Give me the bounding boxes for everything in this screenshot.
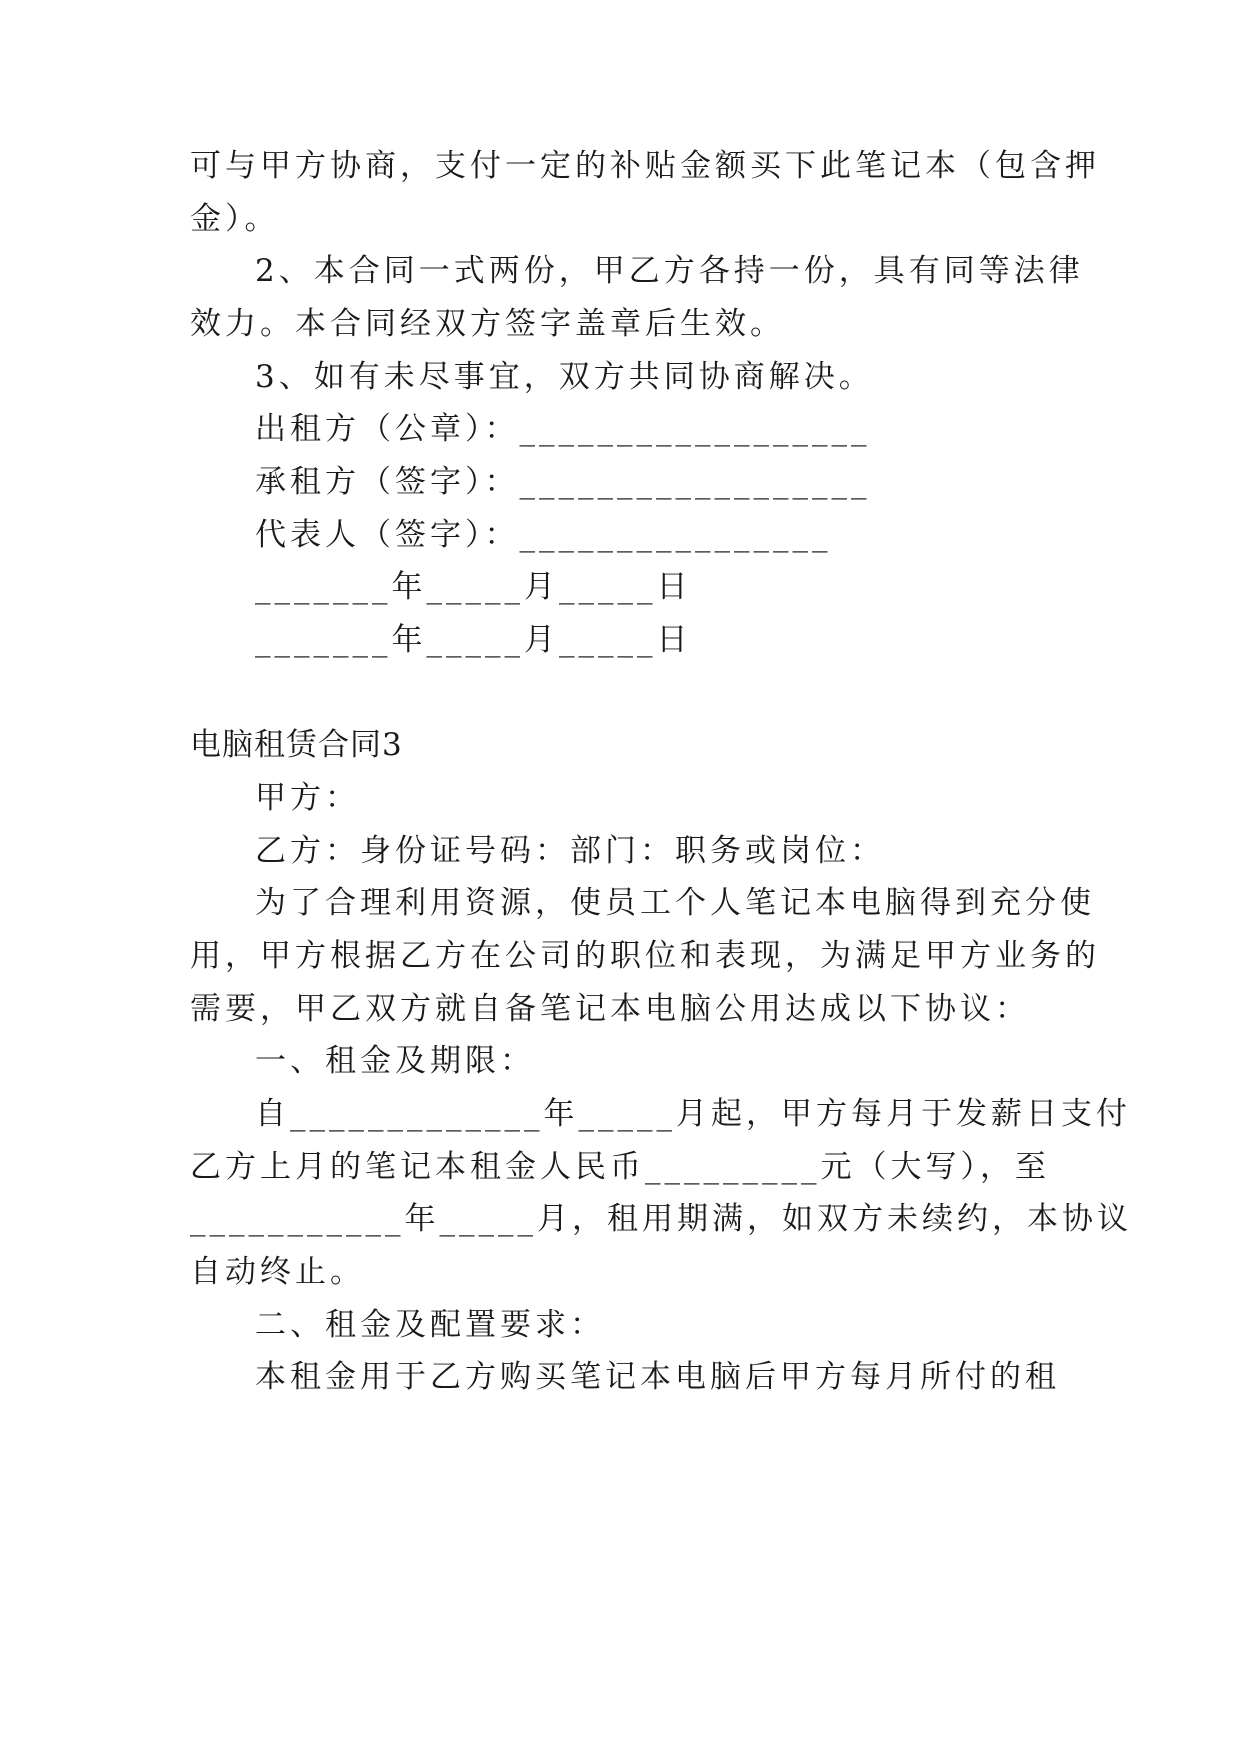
- paragraph-line: 金）。: [190, 201, 280, 237]
- paragraph-line: 用，甲方根据乙方在公司的职位和表现，为满足甲方业务的: [190, 938, 1100, 974]
- date-line: _______年_____月_____日: [255, 622, 692, 658]
- section-title: 电脑租赁合同3: [190, 727, 403, 763]
- paragraph-line: 效力。本合同经双方签字盖章后生效。: [190, 306, 785, 342]
- paragraph-line: 乙方上月的笔记本租金人民币_________元（大写），至: [190, 1149, 1050, 1185]
- paragraph-line: 3、如有未尽事宜，双方共同协商解决。: [255, 359, 874, 395]
- paragraph-line: 本租金用于乙方购买笔记本电脑后甲方每月所付的租: [255, 1359, 1060, 1395]
- paragraph-line: 可与甲方协商，支付一定的补贴金额买下此笔记本（包含押: [190, 148, 1100, 184]
- paragraph-line: 2、本合同一式两份，甲乙方各持一份，具有同等法律: [255, 253, 1084, 289]
- paragraph-line: 为了合理利用资源，使员工个人笔记本电脑得到充分使: [255, 885, 1095, 921]
- party-a-line: 甲方：: [255, 780, 360, 816]
- paragraph-line: 自动终止。: [190, 1254, 365, 1290]
- paragraph-line: 自_____________年_____月起，甲方每月于发薪日支付: [255, 1096, 1131, 1132]
- date-line: _______年_____月_____日: [255, 569, 692, 605]
- clause-heading: 一、租金及期限：: [255, 1043, 535, 1079]
- paragraph-line: 需要，甲乙双方就自备笔记本电脑公用达成以下协议：: [190, 991, 1030, 1027]
- signature-line-lessee: 承租方（签字）：__________________: [255, 464, 871, 500]
- signature-line-representative: 代表人（签字）：________________: [255, 517, 832, 553]
- clause-heading: 二、租金及配置要求：: [255, 1307, 605, 1343]
- party-b-line: 乙方：身份证号码：部门：职务或岗位：: [255, 833, 885, 869]
- paragraph-line: ___________年_____月，租用期满，如双方未续约，本协议: [190, 1201, 1132, 1237]
- signature-line-lessor: 出租方（公章）：__________________: [255, 411, 871, 447]
